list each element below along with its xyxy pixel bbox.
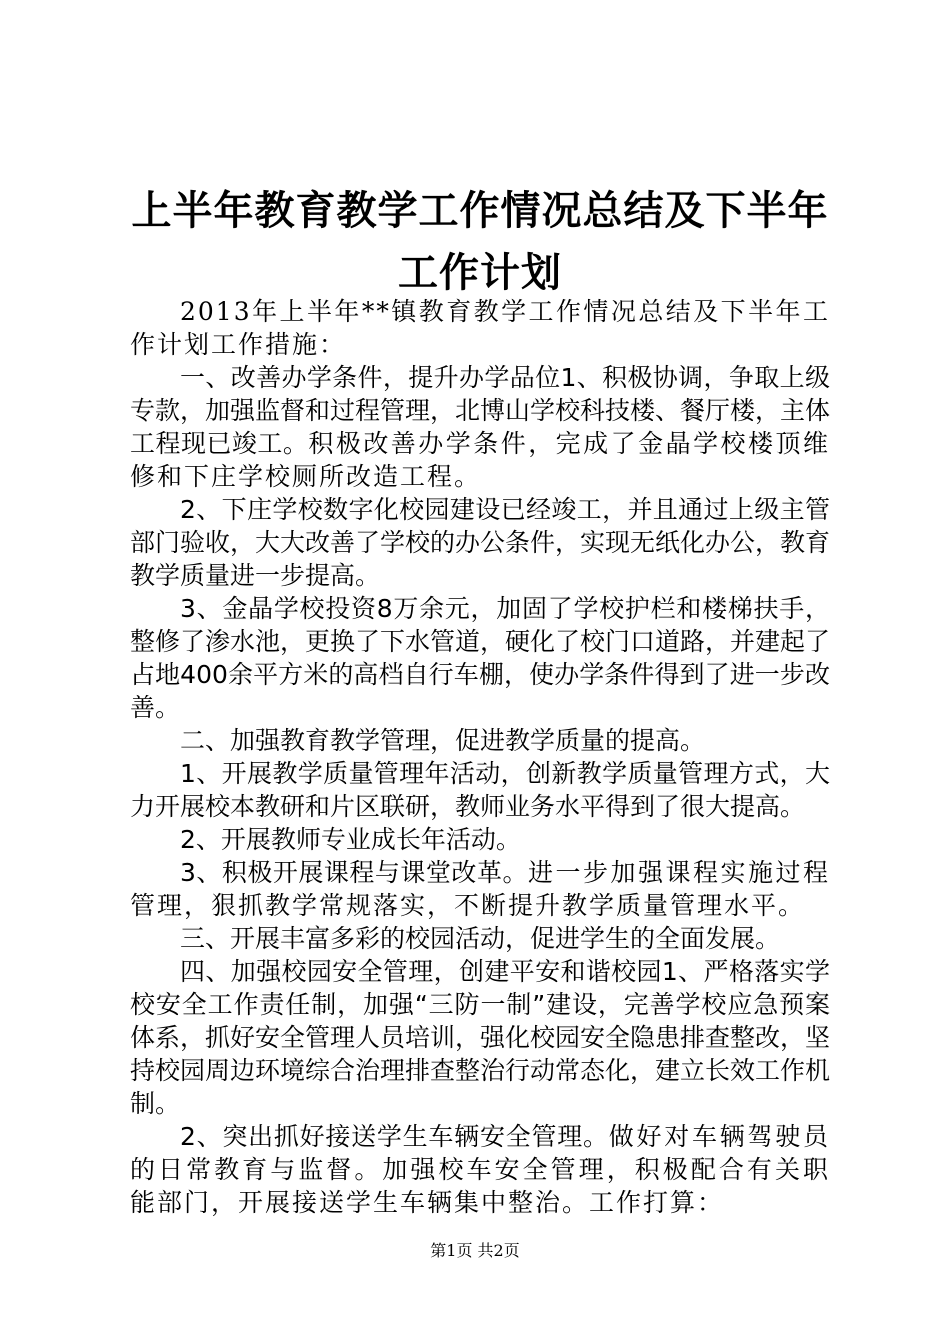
paragraph-text-light: 积极改善办学条件，完成了金晶学校楼顶维修和下庄学校厕所改造工程。 — [130, 429, 830, 491]
paragraph-text-strong: 2、突出抓好接送学生车辆安全管理。 — [180, 1122, 609, 1151]
paragraph-item — [130, 824, 830, 857]
paragraph-text-strong: 1、开展教学质量管理年活动，创新教学质量管理方式，大力开展校本教研和片区联研，教师业务水平得到了很大提高。 — [130, 759, 830, 821]
paragraph-item — [130, 494, 830, 593]
paragraph-text-strong: 2、下庄学校数字化校园建设已经竣工，并且通过上级主管部门验收，大大改善了学校的办公条件，实现无纸化办公，教育教学质量进一步提高。 — [130, 495, 831, 590]
page-footer: 第1页 共2页 — [430, 1241, 520, 1260]
paragraph-text-light: 进一步加强课程实施过程管理，狠抓教学常规落实，不断提升教学质量管理水平。 — [130, 858, 830, 920]
paragraph-section-2 — [130, 725, 830, 758]
paragraph-item — [130, 857, 830, 923]
document-title: 上半年教育教学工作情况总结及下半年工作计划 — [131, 188, 829, 296]
paragraph-item — [130, 1121, 830, 1220]
paragraph-text-light: 2013年上半年**镇教育教学工作情况总结及下半年工作计划工作措施： — [130, 297, 830, 359]
paragraph-text-strong: 四、加强校园安全管理，创建平安和谐校园1、严格落实学校安全工作责任制，加强“三防一制”建设，完善学校应急预案体系，抓好安全管理人员培训，强化校园安全隐患排查整改，坚持校园周边环境综合治理排查整治行动常态化，建立长效工作机制。 — [130, 957, 831, 1118]
paragraph-section-3 — [130, 923, 830, 956]
paragraph-section-4 — [130, 956, 830, 1121]
paragraph-item — [130, 758, 830, 824]
paragraph-text-light: 做好对车辆驾驶员的日常教育与监督。加强校车安全管理，积极配合有关职能部门，开展接送学生车辆集中整治。工作打算： — [130, 1122, 830, 1217]
paragraph-text-strong: 三、开展丰富多彩的校园活动，促进学生的全面发展。 — [180, 924, 781, 953]
paragraph-item — [130, 593, 830, 725]
paragraph-text-strong: 2、开展教师专业成长年活动。 — [180, 825, 521, 854]
paragraph-intro — [130, 296, 830, 362]
paragraph-text-strong: 二、加强教育教学管理，促进教学质量的提高。 — [180, 726, 706, 755]
paragraph-text-strong: 3、金晶学校投资8万余元，加固了学校护栏和楼梯扶手，整修了渗水池，更换了下水管道，硬化了校门口道路，并建起了占地400余平方米的高档自行车棚，使办学条件得到了进一步改善。 — [130, 594, 831, 722]
document-body — [130, 296, 830, 1220]
paragraph-section-1 — [130, 362, 830, 494]
paragraph-text-strong: 3、积极开展课程与课堂改革。 — [180, 858, 528, 887]
paragraph-text-strong: 一、改善办学条件，提升办学品位1、积极协调，争取上级专款，加强监督和过程管理，北博山学校科技楼、餐厅楼，主体工程现已竣工。 — [130, 363, 831, 458]
